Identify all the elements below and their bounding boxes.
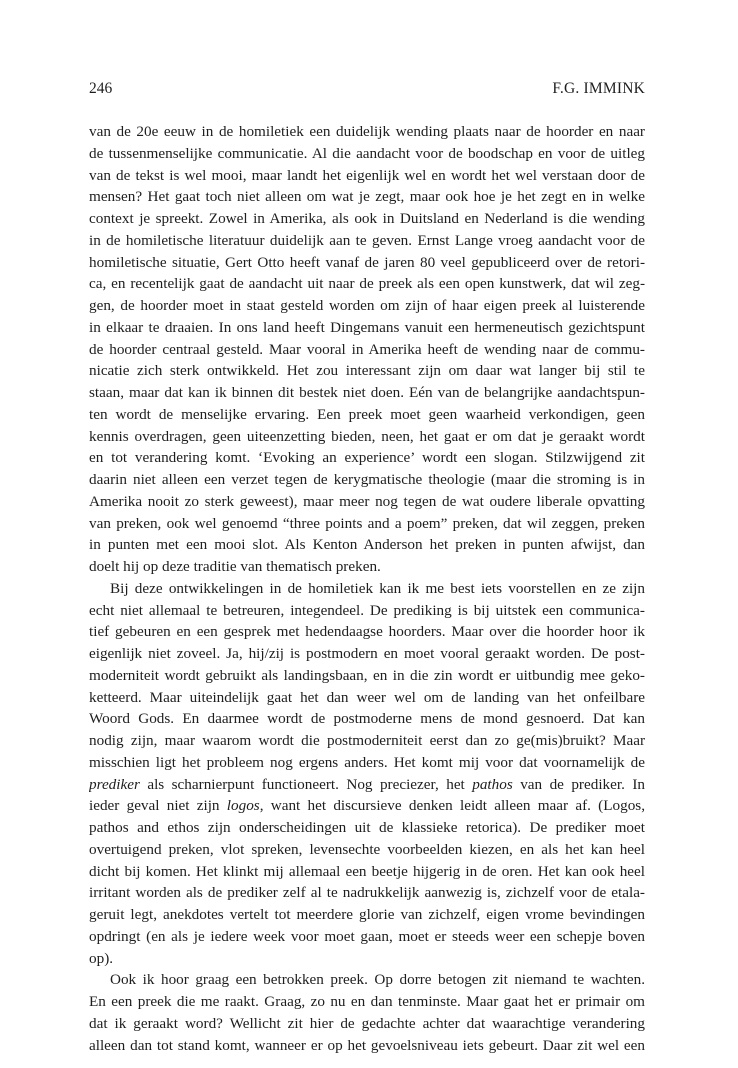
text-line: van preken, ook wel genoemd “three points and a poem” preken, dat wil zeggen, preken — [89, 514, 645, 532]
text-line: in elkaar te draaien. In ons land heeft Dingemans vanuit een hermeneutisch gezichtspunt — [89, 318, 645, 336]
text-line: tief gebeuren en een gesprek met hedendaagse hoorders. Maar over die hoorder hoor ik — [89, 623, 645, 641]
text-line: Ook ik hoor graag een betrokken preek. Op dorre betogen zit niemand te wachten. — [110, 971, 645, 989]
text-line: mensen? Het gaat toch niet alleen om wat je zegt, maar ook hoe je het zegt en in welke — [89, 188, 645, 206]
text-line: dicht bij komen. Het klinkt mij allemaal een beetje hijgerig in de oren. Het kan ook heel — [89, 862, 645, 880]
text-line: op). — [89, 949, 114, 967]
text-line: eigenlijk niet zoveel. Ja, hij/zij is postmodern en moet vooral geraakt worden. De post- — [89, 645, 645, 662]
text-line: nodig zijn, maar waarom wordt die postmoderniteit eerst dan zo ge(mis)bruikt? Maar — [89, 732, 645, 749]
page-number: 246 — [89, 80, 113, 97]
text-line: opdringt (en als je iedere week voor moet gaan, moet er steeds weer een schepje boven — [89, 927, 645, 945]
text-line: misschien ligt het probleem nog ergens anders. Het komt mij voor dat voornamelijk de — [89, 753, 645, 771]
text-line: ieder geval niet zijn logos, want het discursieve denken leidt alleen maar af. (Logos, — [89, 797, 645, 815]
text-line: doelt hij op deze traditie van thematisch preken. — [89, 558, 381, 575]
italic-term: logos — [226, 797, 260, 815]
body-text — [89, 121, 645, 1056]
running-head: F.G. IMMINK — [552, 80, 645, 97]
text-line: dat ik geraakt word? Wellicht zit hier de gedachte achter dat waarachtige verandering — [89, 1014, 645, 1032]
text-line: irritant worden als de prediker zelf al te nadrukkelijk aanwezig is, zichzelf voor de etala- — [89, 884, 645, 902]
text-line: van de tekst is wel mooi, maar landt het eigenlijk wel en wordt het wel verstaan door de — [89, 166, 645, 184]
text-line: En een preek die me raakt. Graag, zo nu en dan tenminste. Maar gaat het er primair om — [89, 993, 645, 1010]
page-header — [89, 79, 645, 101]
italic-term: pathos — [472, 775, 513, 793]
text-line: geruit legt, anekdotes vertelt tot meerdere glorie van zichzelf, eigen vrome bevindingen — [89, 906, 645, 923]
text-line: de tussenmenselijke communicatie. Al die aandacht voor de boodschap en voor de uitleg — [89, 144, 645, 162]
text-line: gen, de hoorder moet in staat gesteld worden om zijn of haar eigen preek al luisterende — [89, 297, 645, 314]
text-line: in punten met een mooi slot. Als Kenton Anderson het preken in punten afwijst, dan — [89, 536, 645, 554]
text-line: de hoorder centraal gesteld. Maar vooral in Amerika heeft de wending naar de commu- — [89, 340, 645, 358]
text-line: echt niet allemaal te betreuren, integendeel. De prediking is bij uitstek een communica- — [89, 601, 645, 619]
text-line: homiletische situatie, Gert Otto heeft vanaf de jaren 80 veel gepubliceerd over de retori- — [89, 253, 645, 271]
text-line: ketteerd. Maar uiteindelijk gaat het dan weer wel om de landing van het onfeilbare — [89, 688, 645, 706]
text-line: context je spreekt. Zowel in Amerika, als ook in Duitsland en Nederland is die wending — [89, 210, 645, 227]
text-line: prediker als scharnierpunt functioneert. Nog preciezer, het pathos van de prediker. In — [89, 775, 645, 793]
text-line: staan, maar dat kan ik binnen dit bestek niet doen. Eén van de belangrijke aandachtspun- — [89, 384, 645, 401]
text-line: Amerika nooit zo sterk geweest), maar meer nog tegen de wat oudere liberale opvatting — [89, 492, 645, 510]
text-line: nicatie zich sterk ontwikkeld. Het zou interessant zijn om daar wat langer bij stil te — [89, 362, 645, 380]
text-line: in de homiletische literatuur duidelijk aan te geven. Ernst Lange vroeg aandacht voor de — [89, 231, 645, 249]
text-line: overtuigend preken, vlot spreken, levensechte voorbeelden kiezen, en als het kan heel — [89, 840, 645, 858]
text-line: kennis overdragen, geen uiteenzetting bieden, neen, het gaat er om dat je geraakt wordt — [89, 427, 645, 445]
text-line: pathos and ethos zijn onderscheidingen uit de klassieke retorica). De prediker moet — [89, 819, 645, 836]
text-line: van de 20e eeuw in de homiletiek een duidelijk wending plaats naar de hoorder en naar — [89, 123, 645, 140]
text-line: Woord Gods. En daarmee wordt de postmoderne mens de mond gesnoerd. Dat kan — [89, 710, 645, 728]
text-line: daarin niet alleen een verzet tegen de kerygmatische theologie (maar die stroming is in — [89, 471, 645, 488]
text-line: moderniteit wordt gebruikt als landingsbaan, en in die zin wordt er uitbundig mee geko- — [89, 666, 645, 684]
italic-term: prediker — [89, 775, 140, 793]
text-line: alleen dan tot stand komt, wanneer er op het gevoelsniveau iets gebeurt. Daar zit wel een — [89, 1036, 645, 1054]
text-line: ten wordt de menselijke ervaring. Een preek moet geen waarheid verkondigen, geen — [89, 405, 645, 423]
text-line: ca, en recentelijk gaat de aandacht uit naar de preek als een open kunstwerk, dat wil zeg- — [89, 275, 645, 293]
text-line: en tot verandering komt. ‘Evoking an experience’ wordt een slogan. Stilzwijgend zit — [89, 449, 645, 467]
text-line: Bij deze ontwikkelingen in de homiletiek kan ik me best iets voorstellen en ze zijn — [110, 579, 645, 597]
